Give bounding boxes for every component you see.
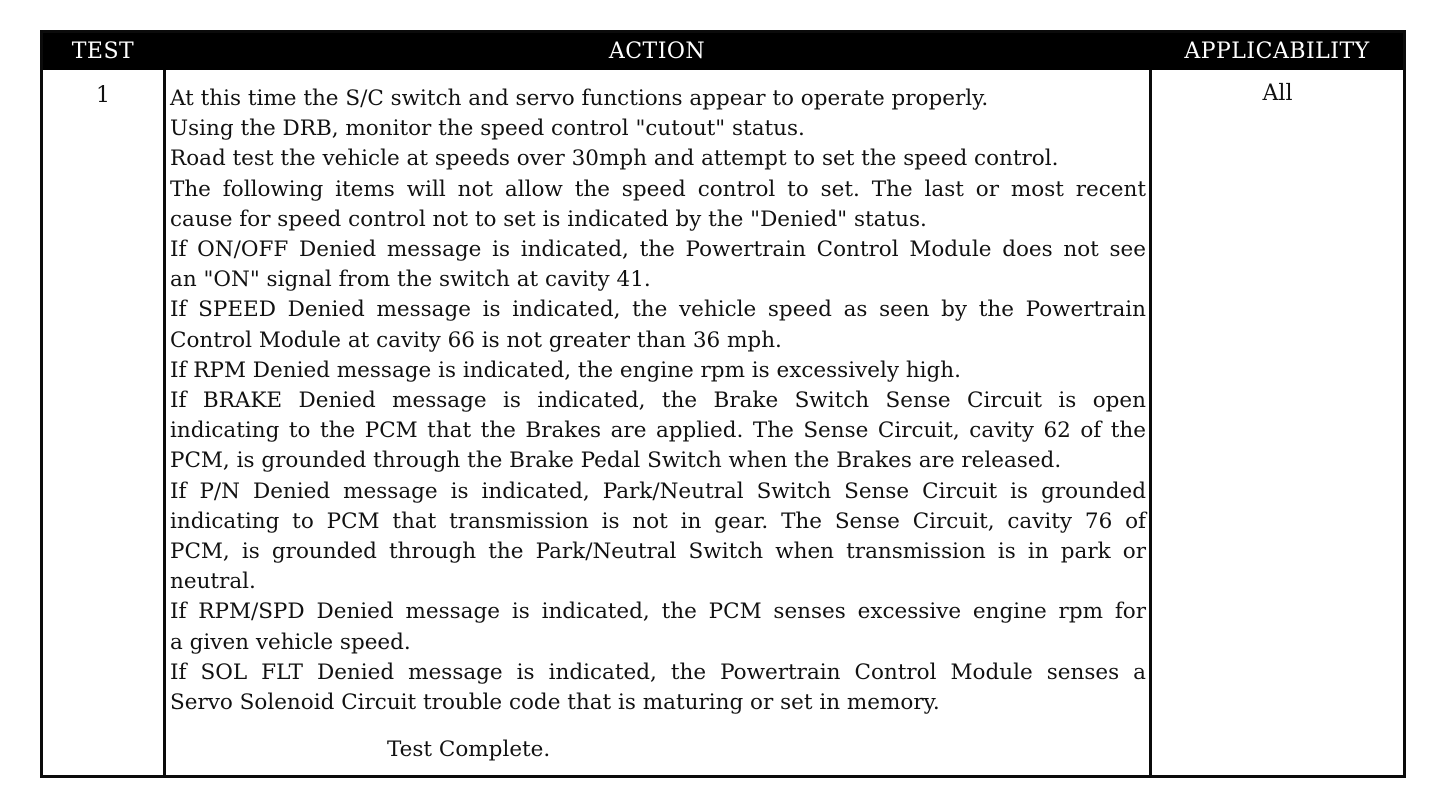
action-line: If RPM/SPD Denied message is indicated, the PCM senses excessive engine rpm for <box>170 599 1146 625</box>
table-header <box>43 33 1403 70</box>
action-line: If RPM Denied message is indicated, the engine rpm is excessively high. <box>170 357 961 383</box>
action-line: Control Module at cavity 66 is not greater than 36 mph. <box>170 327 782 353</box>
action-line: If ON/OFF Denied message is indicated, the Powertrain Control Module does not see <box>170 237 1146 263</box>
test-complete-text: Test Complete. <box>387 737 551 762</box>
action-line: PCM, is grounded through the Brake Pedal Switch when the Brakes are released. <box>170 448 1062 474</box>
test-number: 1 <box>96 83 110 108</box>
action-line: If BRAKE Denied message is indicated, the Brake Switch Sense Circuit is open <box>170 388 1146 414</box>
diagnostic-test-table <box>40 30 1406 778</box>
action-line: Road test the vehicle at speeds over 30mph and attempt to set the speed control. <box>170 146 1059 172</box>
action-line: PCM, is grounded through the Park/Neutral Switch when transmission is in park or <box>170 539 1146 565</box>
action-line: cause for speed control not to set is indicated by the "Denied" status. <box>170 206 927 232</box>
action-line: neutral. <box>170 569 256 595</box>
header-applicability: APPLICABILITY <box>1184 39 1370 64</box>
action-line: indicating to PCM that transmission is not in gear. The Sense Circuit, cavity 76 of <box>170 508 1146 534</box>
action-line: Servo Solenoid Circuit trouble code that is maturing or set in memory. <box>170 690 940 716</box>
action-line: a given vehicle speed. <box>170 629 411 655</box>
action-line: indicating to the PCM that the Brakes are applied. The Sense Circuit, cavity 62 of the <box>170 418 1146 444</box>
action-line: The following items will not allow the speed control to set. The last or most recent <box>170 176 1146 202</box>
action-line: an "ON" signal from the switch at cavity 41. <box>170 267 651 293</box>
action-line: If SPEED Denied message is indicated, the vehicle speed as seen by the Powertrain <box>170 297 1146 323</box>
action-line: At this time the S/C switch and servo functions appear to operate properly. <box>170 86 989 111</box>
action-line: If SOL FLT Denied message is indicated, the Powertrain Control Module senses a <box>170 659 1146 685</box>
column-divider <box>163 70 166 775</box>
header-action: ACTION <box>608 39 706 64</box>
action-text <box>170 84 1146 718</box>
header-test: TEST <box>71 39 135 64</box>
column-divider <box>1149 70 1152 775</box>
applicability-value: All <box>1262 81 1293 106</box>
action-line: Using the DRB, monitor the speed control "cutout" status. <box>170 116 805 142</box>
action-line: If P/N Denied message is indicated, Park/Neutral Switch Sense Circuit is grounded <box>170 478 1146 504</box>
